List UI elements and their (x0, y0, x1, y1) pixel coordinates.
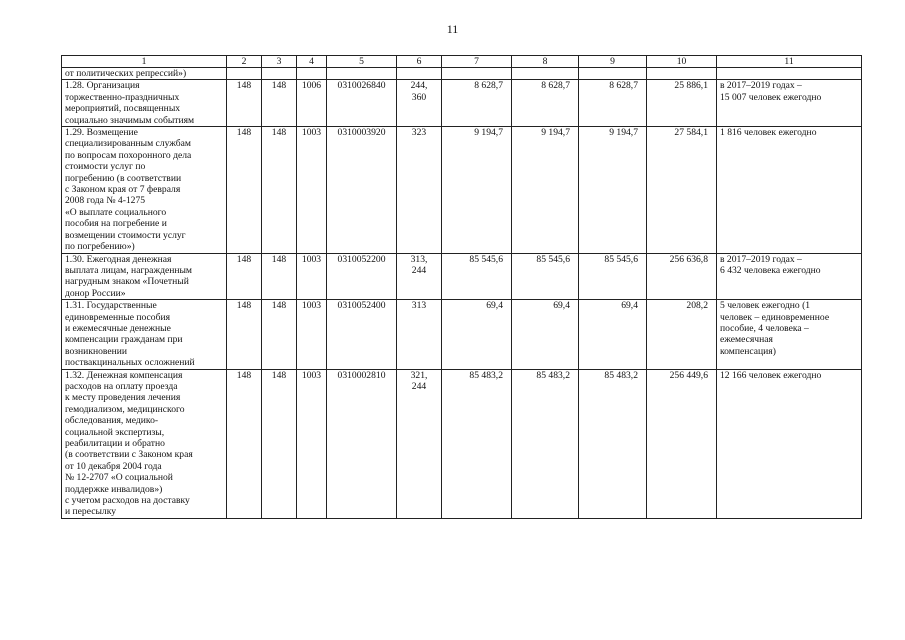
cell-c3: 148 (262, 253, 297, 300)
cell-c2: 148 (227, 253, 262, 300)
cell-c7 (442, 68, 512, 80)
cell-c3 (262, 68, 297, 80)
row-name: 1.31. Государственные единовременные пособия и ежемесячные денежные компенсации гражданам при возникновении поствакцинальных осложнений (62, 300, 227, 369)
table-row (62, 300, 862, 369)
cell-c4: 1003 (297, 300, 327, 369)
cell-c4: 1003 (297, 369, 327, 518)
cell-c7: 69,4 (442, 300, 512, 369)
col-header-8: 8 (512, 56, 579, 68)
col-header-5: 5 (327, 56, 397, 68)
col-header-4: 4 (297, 56, 327, 68)
cell-c2: 148 (227, 300, 262, 369)
cell-c11: 5 человек ежегодно (1 человек – единовременное пособие, 4 человека – ежемесячная компенсация) (717, 300, 862, 369)
cell-c8: 9 194,7 (512, 127, 579, 253)
cell-c7: 85 483,2 (442, 369, 512, 518)
cell-c6: 321, 244 (397, 369, 442, 518)
cell-c11 (717, 68, 862, 80)
table-row (62, 68, 862, 80)
cell-c9: 8 628,7 (579, 80, 647, 127)
cell-c6 (397, 68, 442, 80)
table-row (62, 369, 862, 518)
cell-c8: 85 483,2 (512, 369, 579, 518)
row-name: 1.30. Ежегодная денежная выплата лицам, награжденным нагрудным знаком «Почетный донор России» (62, 253, 227, 300)
cell-c9: 9 194,7 (579, 127, 647, 253)
cell-c2: 148 (227, 127, 262, 253)
cell-c11: в 2017–2019 годах – 6 432 человека ежегодно (717, 253, 862, 300)
cell-c9 (579, 68, 647, 80)
cell-c5: 0310052400 (327, 300, 397, 369)
col-header-11: 11 (717, 56, 862, 68)
cell-c5: 0310003920 (327, 127, 397, 253)
cell-c10: 27 584,1 (647, 127, 717, 253)
cell-c7: 85 545,6 (442, 253, 512, 300)
table-row (62, 80, 862, 127)
cell-c5 (327, 68, 397, 80)
row-name: 1.32. Денежная компенсация расходов на оплату проезда к месту проведения лечения гемодиализом, медицинского обследования, медико- социальной экспертизы, реабилитации и обратно (в соответствии с Законом края от 10 декабря 2004 года № 12-2707 «О социальной поддержке инвалидов») с учетом расходов на доставку и пересылку (62, 369, 227, 518)
cell-c4: 1003 (297, 127, 327, 253)
cell-c3: 148 (262, 369, 297, 518)
col-header-6: 6 (397, 56, 442, 68)
cell-c6: 244, 360 (397, 80, 442, 127)
cell-c9: 69,4 (579, 300, 647, 369)
cell-c7: 9 194,7 (442, 127, 512, 253)
cell-c4 (297, 68, 327, 80)
cell-c10: 208,2 (647, 300, 717, 369)
cell-c8: 85 545,6 (512, 253, 579, 300)
cell-c8: 69,4 (512, 300, 579, 369)
cell-c9: 85 545,6 (579, 253, 647, 300)
cell-c2 (227, 68, 262, 80)
cell-c5: 0310052200 (327, 253, 397, 300)
cell-c8 (512, 68, 579, 80)
cell-c3: 148 (262, 300, 297, 369)
cell-c6: 313 (397, 300, 442, 369)
program-table (61, 55, 862, 519)
cell-c4: 1003 (297, 253, 327, 300)
header-row (62, 56, 862, 68)
cell-c4: 1006 (297, 80, 327, 127)
cell-c10: 256 449,6 (647, 369, 717, 518)
cell-c6: 323 (397, 127, 442, 253)
page-number: 11 (446, 22, 459, 36)
cell-c11: в 2017–2019 годах – 15 007 человек ежегодно (717, 80, 862, 127)
cell-c6: 313, 244 (397, 253, 442, 300)
col-header-3: 3 (262, 56, 297, 68)
cell-c3: 148 (262, 127, 297, 253)
table-row (62, 127, 862, 253)
row-name: 1.29. Возмещение специализированным службам по вопросам похоронного дела стоимости услуг по погребению (в соответствии с Законом края от 7 февраля 2008 года № 4-1275 «О выплате социального пособия на погребение и возмещении стоимости услуг по погребению») (62, 127, 227, 253)
cell-c10: 256 636,8 (647, 253, 717, 300)
cell-c7: 8 628,7 (442, 80, 512, 127)
col-header-9: 9 (579, 56, 647, 68)
cell-c2: 148 (227, 80, 262, 127)
col-header-1: 1 (62, 56, 227, 68)
row-name: от политических репрессий») (62, 68, 227, 80)
col-header-7: 7 (442, 56, 512, 68)
col-header-10: 10 (647, 56, 717, 68)
cell-c3: 148 (262, 80, 297, 127)
cell-c5: 0310002810 (327, 369, 397, 518)
row-name: 1.28. Организация торжественно-праздничных мероприятий, посвященных социально значимым событиям (62, 80, 227, 127)
cell-c8: 8 628,7 (512, 80, 579, 127)
table-row (62, 253, 862, 300)
cell-c11: 12 166 человек ежегодно (717, 369, 862, 518)
col-header-2: 2 (227, 56, 262, 68)
cell-c9: 85 483,2 (579, 369, 647, 518)
cell-c10 (647, 68, 717, 80)
cell-c2: 148 (227, 369, 262, 518)
cell-c11: 1 816 человек ежегодно (717, 127, 862, 253)
cell-c5: 0310026840 (327, 80, 397, 127)
cell-c10: 25 886,1 (647, 80, 717, 127)
